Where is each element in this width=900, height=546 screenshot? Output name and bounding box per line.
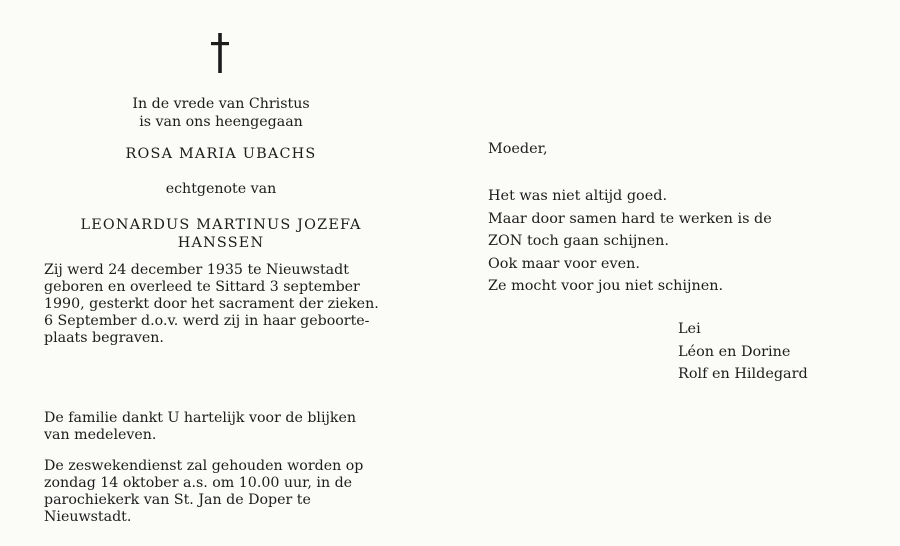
bio-line: 1990, gesterkt door het sacrament der zieken.: [44, 296, 379, 312]
poem-line: ZON toch gaan schijnen.: [488, 233, 669, 249]
service-line: parochiekerk van St. Jan de Doper te: [44, 492, 311, 508]
service-notice: [44, 458, 384, 526]
poem-line: Het was niet altijd goed.: [488, 188, 668, 204]
signers: [678, 318, 808, 386]
poem-line: Ze mocht voor jou niet schijnen.: [488, 278, 724, 294]
poem: [488, 185, 772, 298]
signer-name: Lei: [678, 321, 701, 337]
bio-line: geboren en overleed te Sittard 3 september: [44, 279, 360, 295]
thanks-line: De familie dankt U hartelijk voor de blijken: [44, 410, 357, 426]
bio-line: 6 September d.o.v. werd zij in haar geboorte-: [44, 313, 370, 329]
poem-line: Maar door samen hard te werken is de: [488, 210, 772, 227]
spouse-name-line-2: HANSSEN: [177, 235, 265, 251]
family-thanks: [44, 410, 384, 444]
signer-name: Rolf en Hildegard: [678, 366, 808, 382]
spouse-label: echtgenote van: [165, 181, 277, 197]
cross-icon: [204, 33, 236, 73]
spouse-name-line-1: LEONARDUS MARTINUS JOZEFA: [80, 217, 362, 233]
spouse-name-block: [44, 216, 398, 252]
biography: [44, 262, 384, 347]
service-line: Nieuwstadt.: [44, 509, 132, 525]
intro-line-2: is van ons heengegaan: [139, 114, 303, 130]
intro-line-1: In de vrede van Christus: [132, 96, 310, 112]
signer-name: Léon en Dorine: [678, 343, 791, 360]
service-line: De zeswekendienst zal gehouden worden op: [44, 458, 364, 474]
bio-line: Zij werd 24 december 1935 te Nieuwstadt: [44, 262, 349, 278]
spouse-label-block: [44, 180, 398, 198]
thanks-line: van medeleven.: [44, 427, 157, 443]
salutation: Moeder,: [488, 141, 548, 157]
deceased-name-block: [44, 145, 398, 163]
bio-line: plaats begraven.: [44, 330, 164, 346]
poem-line: Ook maar voor even.: [488, 255, 640, 272]
announcement-header: [44, 95, 398, 131]
service-line: zondag 14 oktober a.s. om 10.00 uur, in de: [44, 475, 353, 491]
deceased-name: ROSA MARIA UBACHS: [125, 146, 317, 162]
